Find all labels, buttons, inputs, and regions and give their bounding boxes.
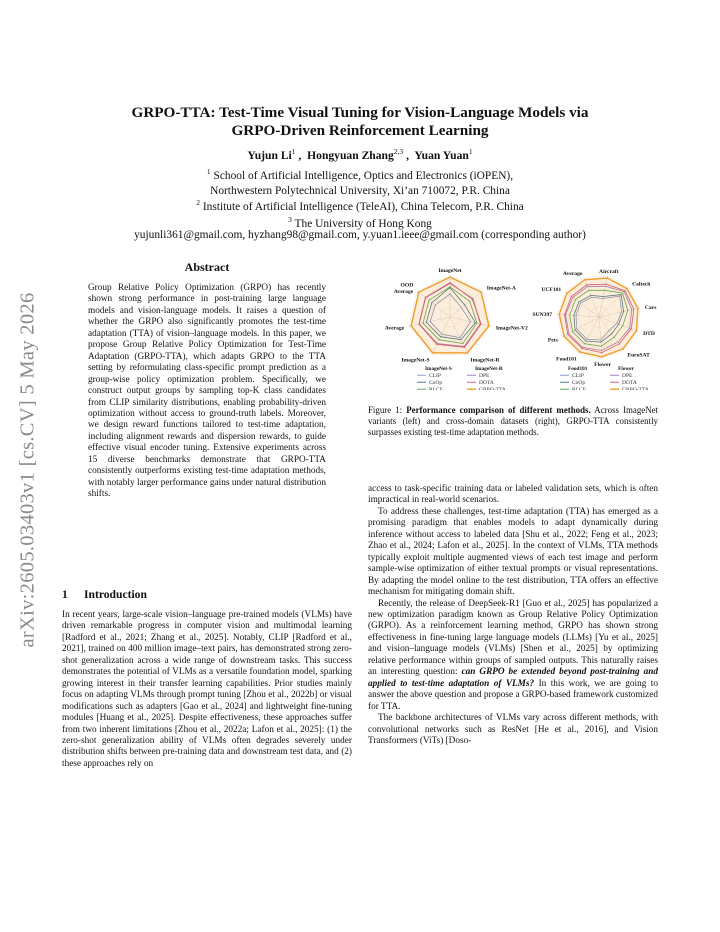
radar-point [418, 291, 420, 293]
radar-series-grpo-tta [559, 278, 638, 357]
radar-axis-label: Average [562, 271, 583, 278]
legend-label: CoOp [572, 380, 586, 386]
author-name: Yujun Li [247, 148, 292, 162]
radar-point [432, 352, 434, 354]
radar-point [466, 352, 468, 354]
radar-axis-label: Caltech [632, 281, 651, 288]
author-list: Yujun Li$^1$ , Hongyuan Zhang$^{2,3}$ , Yuan Yuan$^1$ [247, 147, 473, 162]
radar-axis-label: Food101 [556, 356, 577, 363]
radar-axis-label: Pets [547, 337, 558, 344]
radar-point [636, 330, 638, 332]
legend-title: ImageNet-S [425, 366, 452, 372]
radar-point [566, 292, 568, 294]
figure-1-radar-charts [365, 262, 660, 390]
radar-point [558, 313, 560, 315]
radar-point [606, 277, 608, 279]
radar-axis-label: Cars [644, 304, 657, 311]
caption-bold: Performance comparison of different methods. [406, 405, 591, 415]
radar-point [563, 335, 565, 337]
radar-axis-label: Flower [594, 361, 611, 368]
figure-1-caption [368, 405, 658, 437]
author-affil-sup: 1 [291, 147, 296, 156]
legend-label: GRPO-TTA [622, 387, 649, 390]
caption-text: Across ImageNet variants (left) and cross-domain datasets (right), GRPO-TTA consistently surpasses existing test-time adaptation methods. [368, 405, 659, 437]
title-line-1: GRPO-TTA: Test-Time Visual Tuning for Vision-Language Models via [131, 104, 589, 121]
legend-label: DPE [479, 373, 490, 379]
radar-series-grpo-tta [411, 277, 489, 353]
affil-sup: 1 [206, 167, 211, 176]
radar-axis-label: ImageNet-R [470, 357, 500, 364]
paragraph-text: In recent years, large-scale vision–language pre-trained models (VLMs) have driven remarkable progress in computer vision and multimodal learning [Radford et al., 2021; Zhang et al., 2025]. Notably, CLIP [Radford et al., 2021], trained on 400 million image–text pairs, has demonstrated strong zero-shot generalization across a wide range of downstream tasks. This success demonstrates the potential of VLMs as a versatile foundation model, sparking growing interest in their transfer learning capabilities. Prior studies mainly focus on adapting VLMs through prompt tuning [Zhou et al., 2022b] or visual modifications such as adapters [Gao et al., 2024] and lightweight fine-tuning modules [Huang et al., 2025]. Despite effectiveness, these approaches suffer from two inherent limitations [Zhou et al., 2022a; Lafon et al., 2025]: (1) the zero-shot generalization ability of VLMs often degrades severely under distribution shifts between pre-training data and downstream test data, and (2) these approaches rely on [62, 610, 352, 769]
affil-sup: 2 [196, 198, 201, 207]
paragraph-text: The backbone architectures of VLMs vary across different methods, with convolutional networks such as ResNet [He et al., 2016], and Vision Transformers (ViTs) [Doso- [368, 713, 658, 746]
author-name: Yuan Yuan [414, 148, 469, 162]
radar-point [601, 356, 603, 358]
author-name: Hongyuan Zhang [307, 148, 394, 162]
radar-axis-label: ImageNet-A [486, 285, 516, 292]
radar-point [622, 348, 624, 350]
radar-point [637, 307, 639, 309]
radar-point [410, 325, 412, 327]
abstract-body: Group Relative Policy Optimization (GRPO) has recently shown strong performance in post-training large language models and vision-language models. It raises a question of whether the GRPO also significantly promotes the test-time adaptation (TTA) of vision–language models. In this paper, we propose Group Relative Policy Optimization for Test-Time Adaptation (GRPO-TTA), which adapts GRPO to the TTA setting by reformulating class-specific prompt prediction as a group-wise policy optimization problem. Specifically, we construct output groups by sampling top-K class candidates from CLIP similarity distributions, enabling probability-driven optimization without access to ground-truth labels. Moreover, we design reward functions tailored to test-time adaptation, including alignment rewards and dispersion rewards, to guide effective visual encoder tuning. Extensive experiments across 15 diverse benchmarks demonstrate that GRPO-TTA consistently outperforms existing test-time adaptation methods, with notably larger performance gains under natural distribution shifts. [88, 283, 326, 500]
section-title: Introduction [84, 588, 147, 601]
affil-text: The University of Hong Kong [294, 217, 432, 230]
arxiv-id-text: arXiv:2605.03403v1 [cs.CV] 5 May 2026 [16, 292, 39, 648]
affil-text: Institute of Artificial Intelligence (TeleAI), China Telecom, P.R. China [202, 200, 524, 213]
radar-axis-label: ImageNet-V2 [495, 325, 528, 332]
affil-text: School of Artificial Intelligence, Optics and Electronics (iOPEN), [213, 169, 514, 182]
legend-label: RLCF [572, 387, 586, 390]
radar-axis-label: Average [384, 325, 405, 332]
legend-label: GRPO-TTA [479, 387, 506, 390]
legend-title: ImageNet-R [475, 366, 503, 372]
intro-right-column [368, 484, 658, 747]
legend-title: Food101 [568, 366, 588, 372]
legend-label: CLIP [572, 373, 584, 379]
radar-axis-label: Average [393, 289, 414, 296]
paragraph-text-part: In this work, we are going to answer the above question and propose a GRPO-based framework customized for TTA. [368, 678, 659, 712]
radar-point [449, 276, 451, 278]
radar-axis-label: Aircraft [599, 269, 619, 276]
radar-axis-label: ImageNet-S [401, 357, 430, 364]
legend-title: Flower [618, 366, 634, 372]
affil-sup: 3 [288, 215, 292, 224]
paragraph-text [368, 599, 658, 714]
radar-axis-label: UCF101 [541, 287, 562, 294]
author-affil-sup: 2,3 [393, 147, 404, 156]
radar-point [626, 288, 628, 290]
author-affil-sup: 1 [468, 147, 473, 156]
author-emails: yujunli361@gmail.com, hyzhang98@gmail.com, y.yuan1.ieee@gmail.com (corresponding author) [134, 229, 586, 241]
legend-label: RLCF [429, 387, 443, 390]
radar-axis-label: EuroSAT [627, 352, 650, 359]
research-question: can GRPO be extended beyond post-training and applied to test-time adaptation of VLMs? [368, 667, 658, 689]
paragraph-text: To address these challenges, test-time adaptation (TTA) has emerged as a promising paradigm that enables models to adapt dynamically during inference without access to labeled data [Shu et al., 2022; Feng et al., 2023; Zhao et al., 2024; Lafon et al., 2025]. In the context of VLMs, TTA methods typically exploit multiple augmented views of each test image and perform sample-wise optimization of either textual prompts or visual representations. By adapting the model online to the test distribution, TTA offers an effective mechanism for mitigating domain shift. [368, 506, 658, 598]
radar-axis-label: OOD [400, 282, 414, 289]
section-number: 1 [62, 588, 68, 601]
radar-axis-label: SUN397 [532, 311, 553, 318]
radar-axis-label: DTD [643, 331, 655, 338]
arxiv-identifier [6, 260, 50, 680]
legend-label: CLIP [429, 373, 441, 379]
paragraph-text-part: Recently, the release of DeepSeek-R1 [Guo et al., 2025] has popularized a new optimization paradigm known as Group Relative Policy Optimization (GRPO). As a reinforcement learning method, GRPO has shown strong effectiveness in fine-tuning large language models (LLMs) [Yu et al., 2025] and vision–language models (VLMs) [Shen et al., 2025] by optimizing relative performance within groups of sampled outputs. This naturally raises an interesting question: [368, 598, 658, 678]
caption-label: Figure 1: [368, 405, 403, 415]
radar-point [579, 351, 581, 353]
radar-axis-label: ImageNet [438, 268, 462, 274]
paper-title [80, 104, 640, 139]
paragraph-text: access to task-specific training data or labeled validation sets, which is often impractical in real-world scenarios. [368, 484, 658, 506]
abstract-heading: Abstract [184, 260, 230, 274]
radar-point [480, 291, 482, 293]
legend-label: CoOp [429, 380, 443, 386]
section-heading-introduction [62, 588, 147, 601]
title-line-2: GRPO-Driven Reinforcement Learning [231, 121, 489, 139]
intro-paragraph-1 [62, 610, 352, 770]
radar-point [584, 279, 586, 281]
radar-point [488, 325, 490, 327]
legend-label: DOTA [622, 380, 637, 386]
legend-label: DOTA [479, 380, 494, 386]
legend-label: DPE [622, 373, 633, 379]
affil-text: Northwestern Polytechnical University, Xi’an 710072, P.R. China [210, 185, 510, 198]
